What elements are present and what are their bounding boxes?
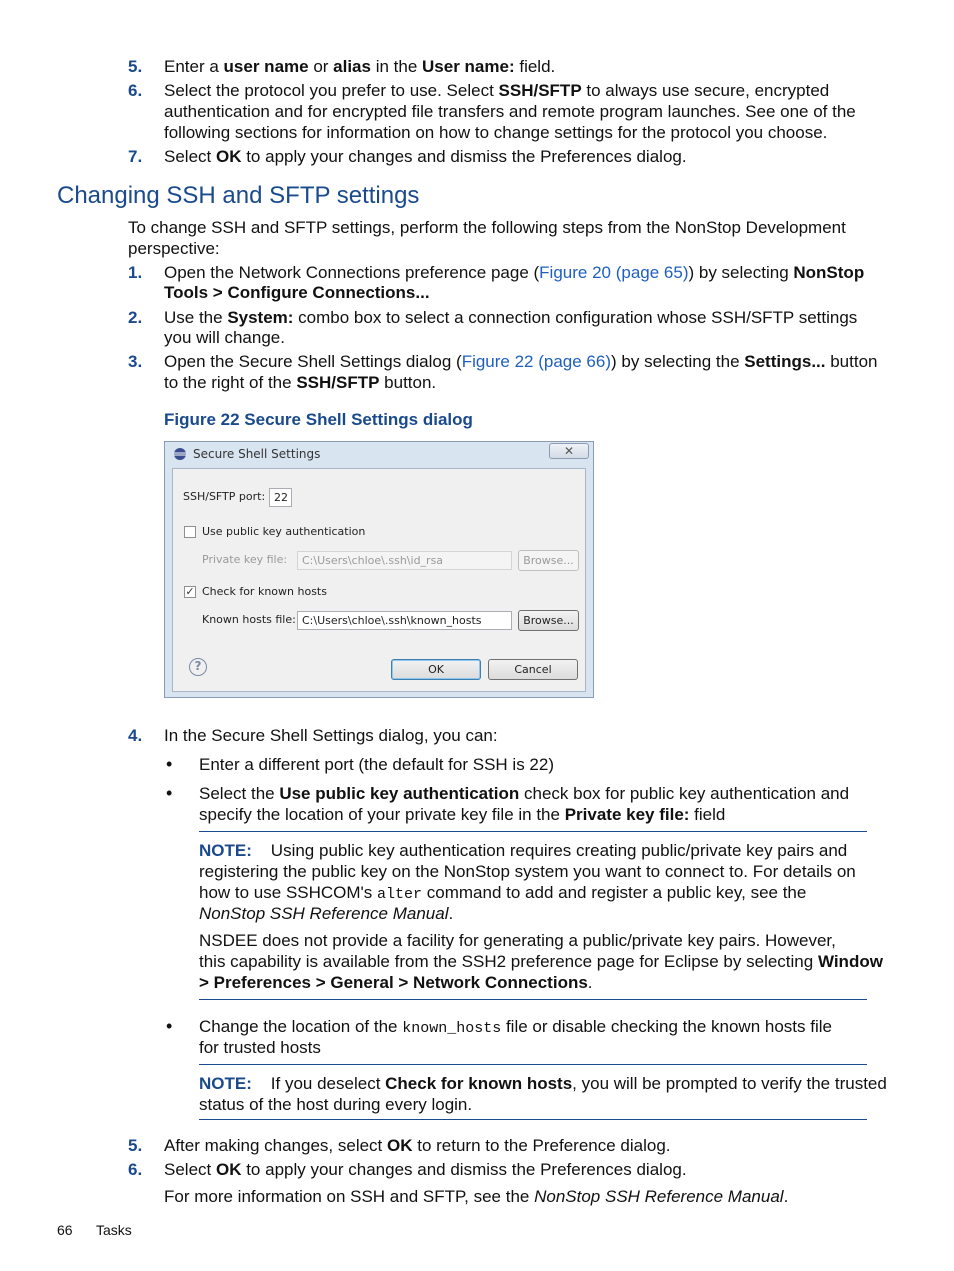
top-step-text: authentication and for encrypted file transfers and remote program launches. See one of the xyxy=(164,102,856,121)
note-1-label: NOTE: xyxy=(199,841,252,860)
top-step-number: 6. xyxy=(128,81,143,100)
top-step-text: following sections for information on how to change settings for the protocol you choose. xyxy=(164,123,828,142)
help-icon[interactable]: ? xyxy=(189,658,207,676)
more-info-text: For more information on SSH and SFTP, see the NonStop SSH Reference Manual. xyxy=(164,1187,789,1206)
known-hosts-checkbox[interactable]: ✓ xyxy=(185,585,195,598)
top-step-text: Select the protocol you prefer to use. Select SSH/SFTP to always use secure, encrypted xyxy=(164,81,830,100)
step-3-text-cont: to the right of the SSH/SFTP button. xyxy=(164,373,437,392)
step-6-text: Select OK to apply your changes and dismiss the Preferences dialog. xyxy=(164,1160,687,1179)
note-1-p2-line1: NSDEE does not provide a facility for generating a public/private key pairs. However, xyxy=(199,931,836,950)
known-hosts-check-label: Check for known hosts xyxy=(202,585,327,598)
eclipse-icon xyxy=(173,447,187,461)
dialog-title: Secure Shell Settings xyxy=(193,447,321,461)
step-3-text: Open the Secure Shell Settings dialog (Figure 22 (page 66)) by selecting the Settings... button xyxy=(164,352,878,371)
bullet-1-text: Enter a different port (the default for SSH is 22) xyxy=(199,755,554,774)
page-number: 66 xyxy=(57,1222,73,1238)
figure-20-link[interactable]: Figure 20 (page 65) xyxy=(539,263,689,282)
note-2-line1: NOTE: If you deselect Check for known hosts, you will be prompted to verify the trusted xyxy=(199,1074,887,1093)
note-1-p2-line3: > Preferences > General > Network Connections. xyxy=(199,973,593,992)
top-step-text: Select OK to apply your changes and dismiss the Preferences dialog. xyxy=(164,147,687,166)
bullet-marker: • xyxy=(166,1016,173,1036)
known-hosts-label: Known hosts file: xyxy=(202,613,296,626)
ok-button[interactable]: OK xyxy=(391,659,481,680)
step-4-text: In the Secure Shell Settings dialog, you can: xyxy=(164,726,498,745)
note-1-bottom-rule xyxy=(199,999,867,1000)
intro-text-line1: To change SSH and SFTP settings, perform the following steps from the NonStop Development xyxy=(128,218,846,237)
bullet-marker: • xyxy=(166,783,173,803)
private-key-browse-button[interactable]: Browse... xyxy=(518,550,579,571)
top-step-number: 5. xyxy=(128,57,143,76)
pubkey-checkbox[interactable] xyxy=(184,526,196,538)
step-1-text-cont: Tools > Configure Connections... xyxy=(164,283,430,302)
known-hosts-browse-button[interactable]: Browse... xyxy=(518,610,579,631)
note-1-line2: registering the public key on the NonStop system you want to connect to. For details on xyxy=(199,862,856,881)
step-2-text: Use the System: combo box to select a connection configuration whose SSH/SFTP settings xyxy=(164,308,858,327)
note-1-line3: how to use SSHCOM's alter command to add and register a public key, see the xyxy=(199,883,807,903)
top-step-number: 7. xyxy=(128,147,143,166)
bullet-2-text-cont: specify the location of your private key file in the Private key file: field xyxy=(199,805,726,824)
private-key-label: Private key file: xyxy=(202,553,288,566)
pubkey-label: Use public key authentication xyxy=(202,525,366,538)
note-1-line4: NonStop SSH Reference Manual. xyxy=(199,904,454,923)
note-1-top-rule xyxy=(199,831,867,832)
bullet-3-text: Change the location of the known_hosts file or disable checking the known hosts file xyxy=(199,1017,832,1037)
figure-caption: Figure 22 Secure Shell Settings dialog xyxy=(164,410,473,429)
dialog-body xyxy=(172,468,586,692)
note-2-bottom-rule xyxy=(199,1119,867,1120)
step-1-text: Open the Network Connections preference page (Figure 20 (page 65)) by selecting NonStop xyxy=(164,263,865,282)
private-key-input[interactable]: C:\Users\chloe\.ssh\id_rsa xyxy=(297,551,512,570)
cancel-button[interactable]: Cancel xyxy=(488,659,578,680)
step-3-number: 3. xyxy=(128,352,143,371)
port-input[interactable]: 22 xyxy=(269,488,292,507)
close-button[interactable]: ✕ xyxy=(549,443,589,459)
note-2-top-rule xyxy=(199,1064,867,1065)
bullet-3-text-cont: for trusted hosts xyxy=(199,1038,321,1057)
port-label: SSH/SFTP port: xyxy=(183,490,266,503)
secure-shell-settings-dialog xyxy=(164,441,594,698)
note-1-p2-line2: this capability is available from the SSH2 preference page for Eclipse by selecting Window xyxy=(199,952,883,971)
bullet-2-text: Select the Use public key authentication check box for public key authentication and xyxy=(199,784,850,803)
bullet-marker: • xyxy=(166,754,173,774)
note-2-label: NOTE: xyxy=(199,1074,252,1093)
note-2-line2: status of the host during every login. xyxy=(199,1095,473,1114)
footer-section: Tasks xyxy=(96,1222,132,1238)
dialog-titlebar xyxy=(165,442,593,466)
section-heading: Changing SSH and SFTP settings xyxy=(57,182,420,209)
step-1-number: 1. xyxy=(128,263,143,282)
step-2-number: 2. xyxy=(128,308,143,327)
figure-22-link[interactable]: Figure 22 (page 66) xyxy=(461,352,612,371)
step-5-text: After making changes, select OK to return to the Preference dialog. xyxy=(164,1136,671,1155)
known-hosts-input[interactable]: C:\Users\chloe\.ssh\known_hosts xyxy=(297,611,512,630)
step-2-text-cont: you will change. xyxy=(164,328,285,347)
step-4-number: 4. xyxy=(128,726,143,745)
note-1-line1: NOTE: Using public key authentication requires creating public/private key pairs and xyxy=(199,841,848,860)
step-6-number: 6. xyxy=(128,1160,143,1179)
intro-text-line2: perspective: xyxy=(128,239,220,258)
step-5-number: 5. xyxy=(128,1136,143,1155)
top-step-text: Enter a user name or alias in the User name: field. xyxy=(164,57,556,76)
